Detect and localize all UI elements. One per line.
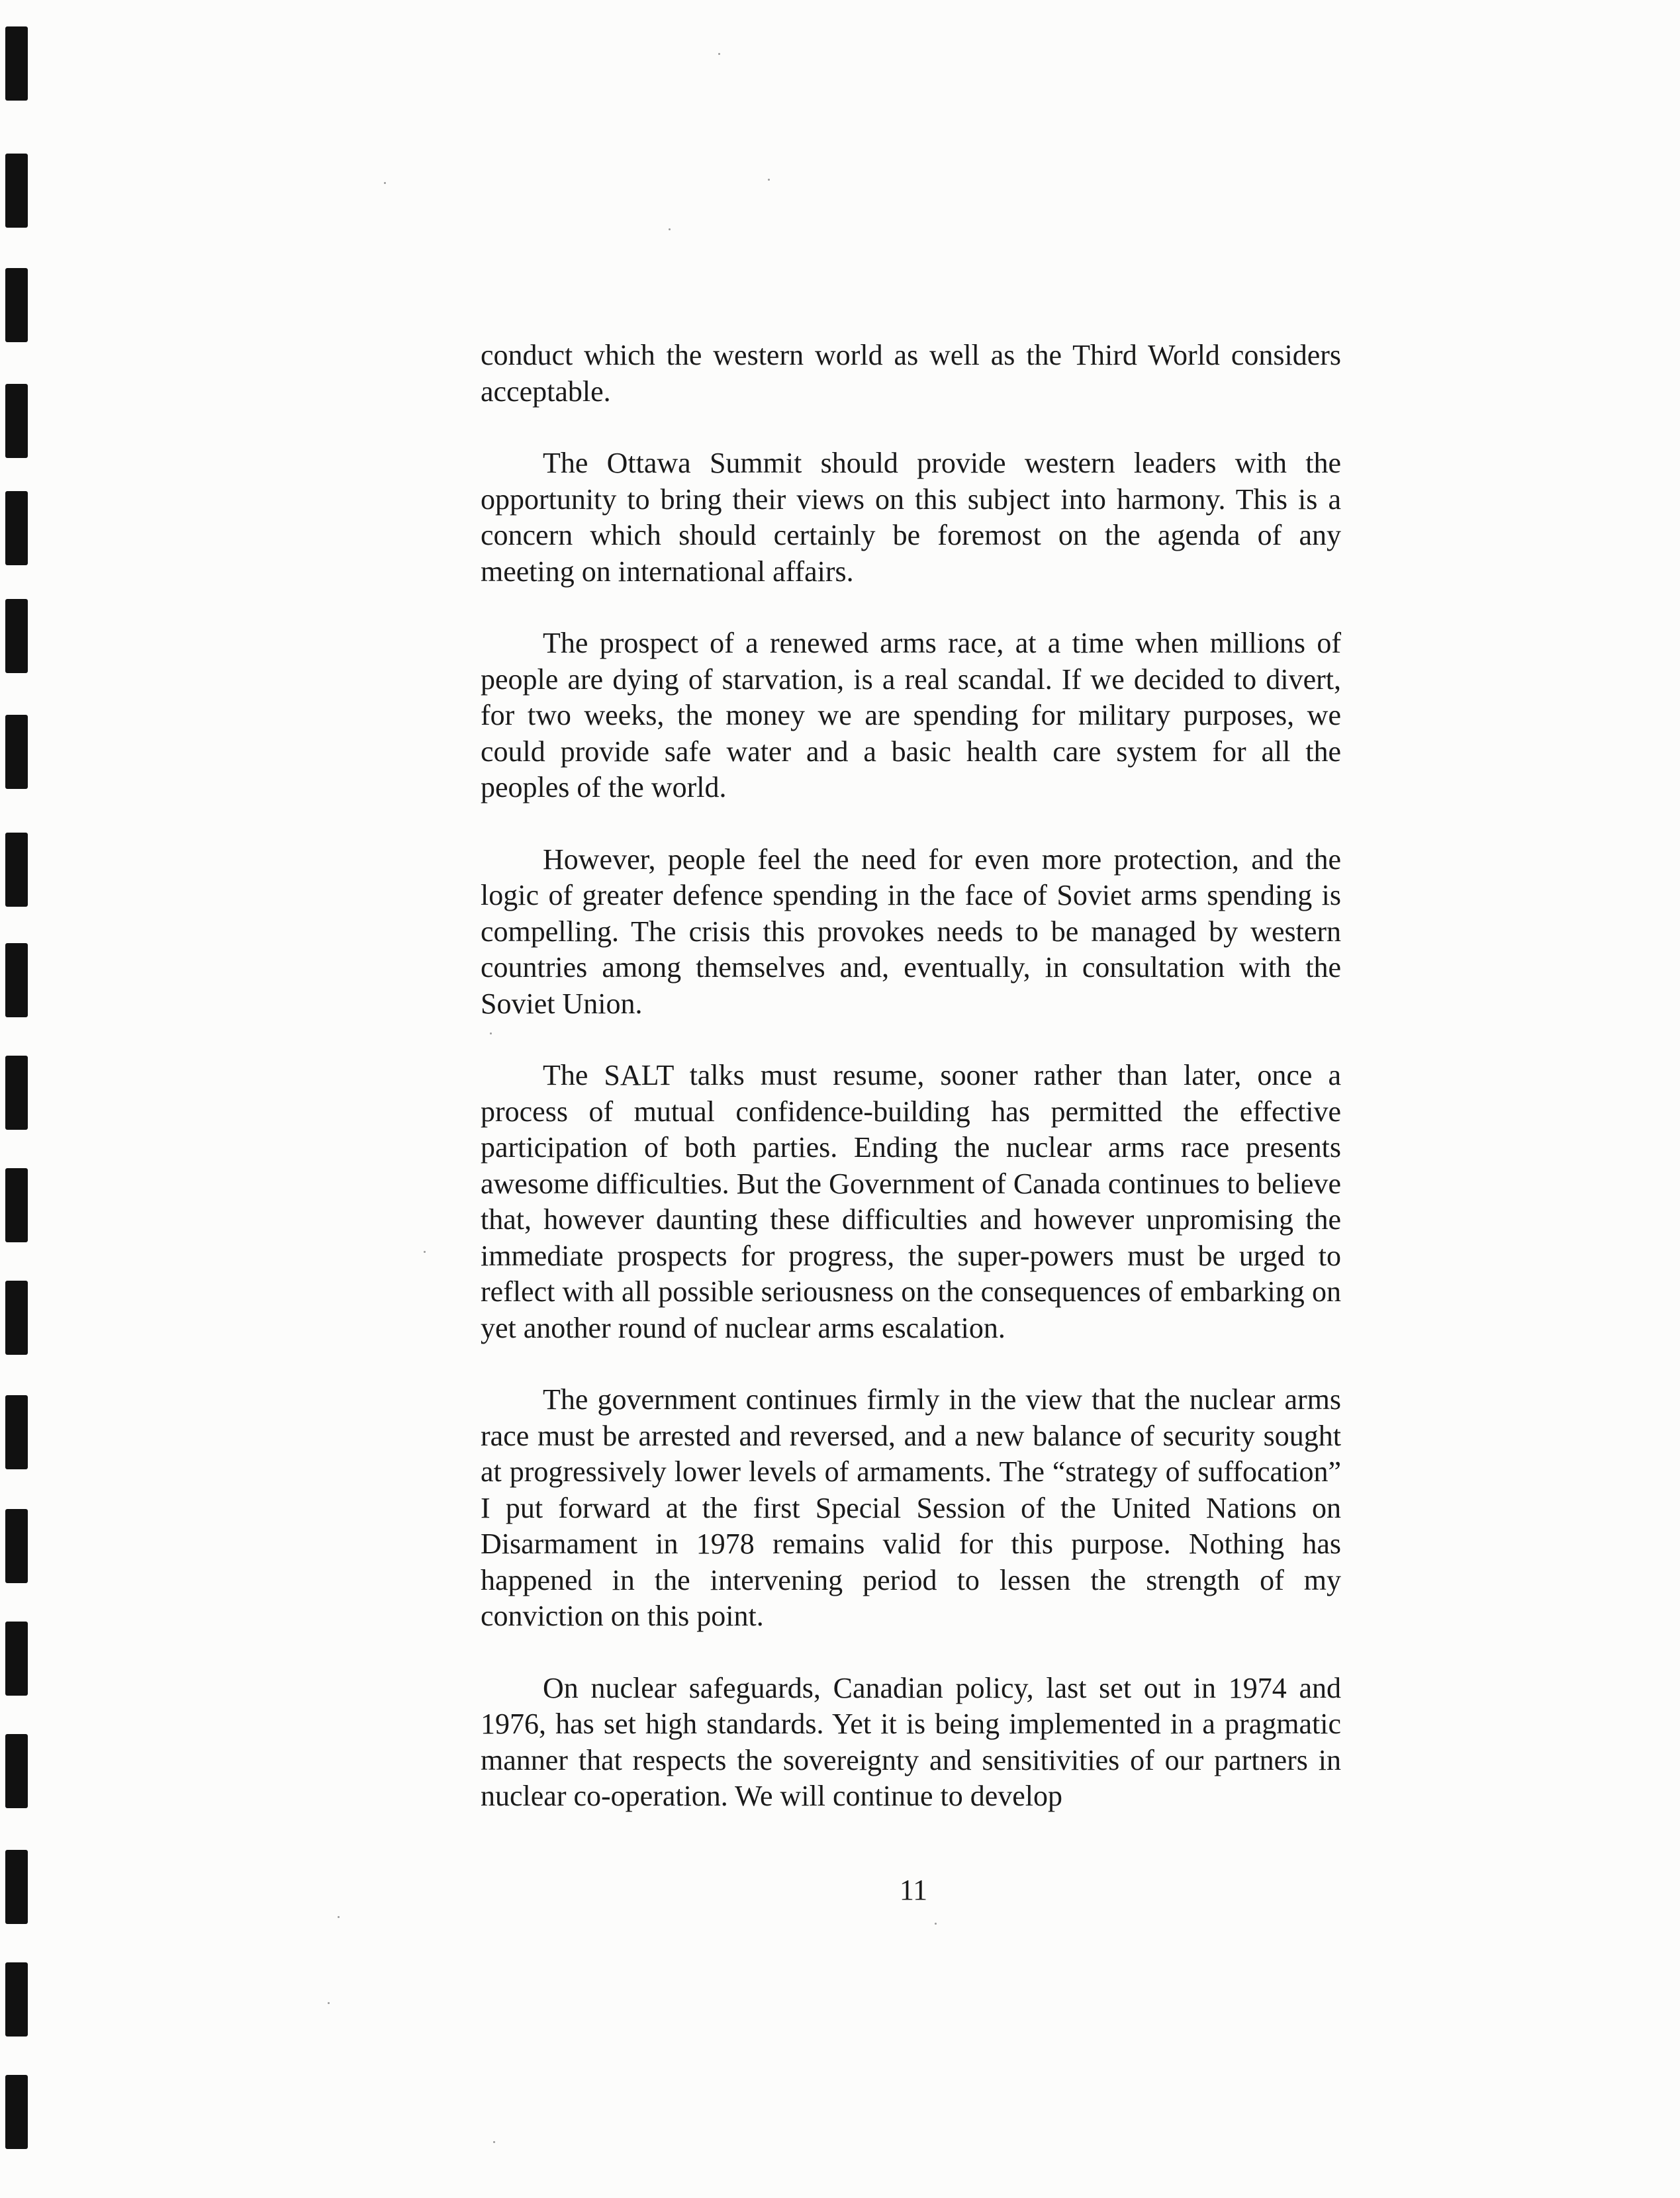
binding-hole	[5, 1395, 28, 1469]
scan-speck	[718, 53, 720, 55]
paragraph: The Ottawa Summit should provide western leaders with the opportunity to bring their views on this subject into harmony. This is a concern which should certainly be foremost on the agenda of any meeting on international affairs.	[481, 447, 1341, 588]
page-number: 11	[899, 1874, 928, 1906]
binding-hole	[5, 154, 28, 228]
scan-speck	[338, 1916, 340, 1918]
binding-hole	[5, 384, 28, 458]
paragraph: However, people feel the need for even more protection, and the logic of greater defence spending in the face of Soviet arms spending is compelling. The crisis this provokes needs to be managed by western countries among themselves and, eventually, in consultation with the Soviet Union.	[481, 843, 1341, 1020]
binding-hole	[5, 1962, 28, 2037]
scan-speck	[384, 182, 386, 184]
scan-speck	[493, 2141, 495, 2143]
binding-hole	[5, 1622, 28, 1696]
scan-speck	[328, 2002, 330, 2004]
paragraph: The prospect of a renewed arms race, at a time when millions of people are dying of starvation, is a real scandal. If we decided to divert, for two weeks, the money we are spending for military purposes, we could provide safe water and a basic health care system for all the peoples of the world.	[481, 627, 1341, 803]
binding-hole	[5, 715, 28, 789]
scan-speck	[935, 1923, 937, 1925]
binding-hole	[5, 2075, 28, 2149]
scan-speck	[669, 228, 671, 230]
paragraph: The government continues firmly in the view that the nuclear arms race must be arrested and reversed, and a new balance of security sought at progressively lower levels of armaments. The “strategy of suffocation” I put forward at the first Special Session of the United Nations on Disarmament in 1978 remains valid for this purpose. Nothing has happened in the intervening period to lessen the strength of my conviction on this point.	[481, 1383, 1341, 1632]
scan-speck	[424, 1251, 426, 1253]
binding-hole	[5, 833, 28, 907]
binding-hole	[5, 1734, 28, 1808]
binding-hole	[5, 1509, 28, 1583]
binding-hole	[5, 1850, 28, 1924]
binding-hole	[5, 943, 28, 1017]
scan-speck	[768, 179, 770, 181]
paragraph: On nuclear safeguards, Canadian policy, last set out in 1974 and 1976, has set high standards. Yet it is being implemented in a pragmatic manner that respects the sovereignty and sensitivities of our partners in nuclear co-operation. We will continue to develop	[481, 1671, 1341, 1812]
binding-holes	[0, 0, 40, 2198]
binding-hole	[5, 268, 28, 342]
binding-hole	[5, 1056, 28, 1130]
binding-hole	[5, 599, 28, 673]
paragraph: The SALT talks must resume, sooner rather than later, once a process of mutual confidence-building has permitted the effective participation of both parties. Ending the nuclear arms race presents awesome difficulties. But the Government of Canada continues to believe that, however daunting these difficulties and however unpromising the immediate prospects for progress, the super-powers must be urged to reflect with all possible seriousness on the consequences of embarking on yet another round of nuclear arms escalation.	[481, 1059, 1341, 1344]
body-text	[481, 338, 1341, 1851]
binding-hole	[5, 1168, 28, 1242]
binding-hole	[5, 1281, 28, 1355]
binding-hole	[5, 491, 28, 565]
binding-hole	[5, 26, 28, 101]
paragraph: conduct which the western world as well as the Third World considers acceptable.	[481, 339, 1341, 408]
